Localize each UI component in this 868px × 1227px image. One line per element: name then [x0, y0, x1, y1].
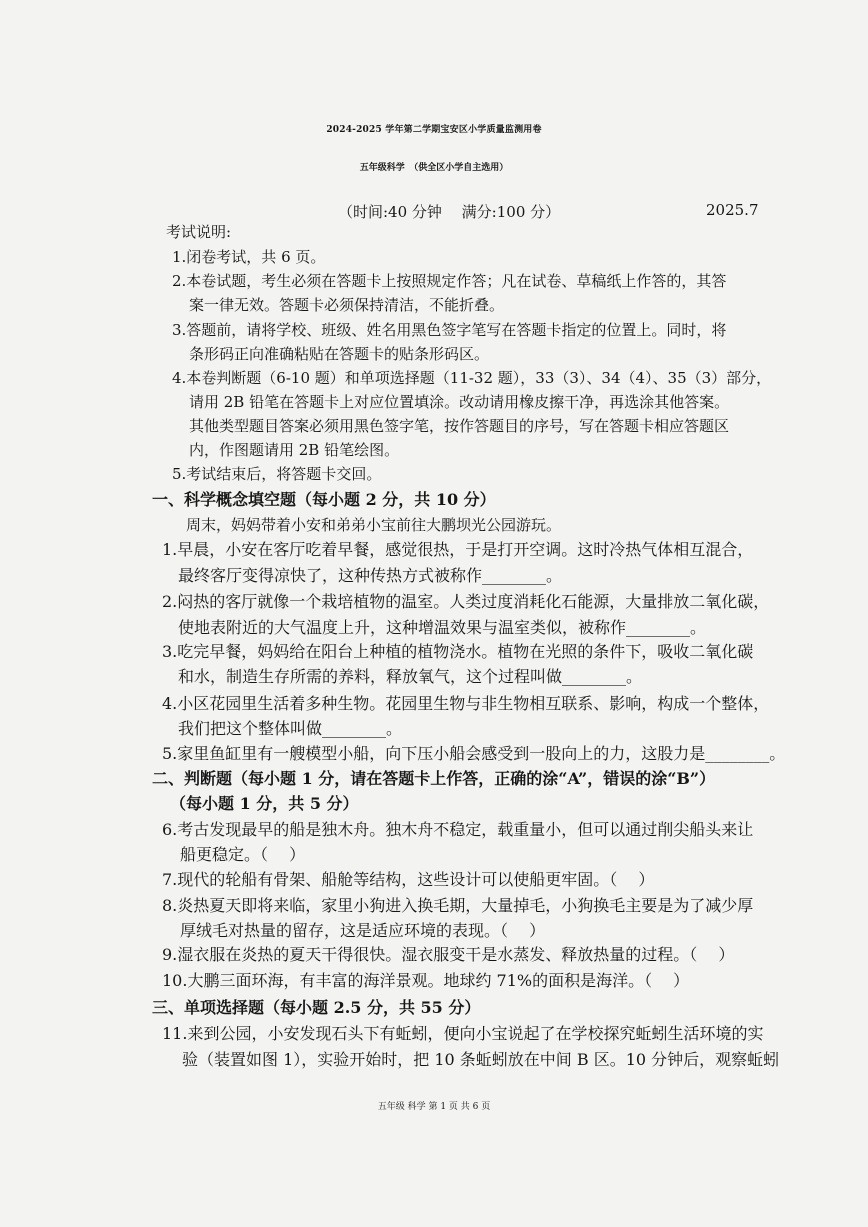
page-footer: 五年级 科学 第 1 页 共 6 页 — [377, 1102, 491, 1112]
question-line: 7.现代的轮船有骨架、船舱等结构，这些设计可以使船更牢固。（ ） — [162, 870, 655, 889]
instruction-line: 2.本卷试题，考生必须在答题卡上按照规定作答；凡在试卷、草稿纸上作答的，其答 — [172, 272, 727, 290]
question-line: 船更稳定。（ ） — [180, 845, 306, 864]
question-line: 最终客厅变得凉快了，这种传热方式被称作________。 — [178, 566, 563, 585]
question-line: 6.考古发现最早的船是独木舟。独木舟不稳定，载重量小，但可以通过削尖船头来让 — [162, 820, 754, 839]
instruction-line: 其他类型题目答案必须用黑色签字笔，按作答题目的序号，写在答题卡相应答题区 — [189, 417, 730, 435]
instruction-line: 内，作图题请用 2B 铅笔绘图。 — [189, 441, 400, 459]
instructions-heading: 考试说明: — [166, 223, 232, 241]
question-line: 5.家里鱼缸里有一艘模型小船，向下压小船会感受到一股向上的力，这股力是________。 — [162, 744, 786, 763]
question-line: 我们把这个整体叫做________。 — [178, 719, 403, 738]
instruction-line: 请用 2B 铅笔在答题卡上对应位置填涂。改动请用橡皮擦干净，再选涂其他答案。 — [189, 393, 730, 411]
question-line: 1.早晨，小安在客厅吃着早餐，感觉很热，于是打开空调。这时冷热气体相互混合， — [162, 540, 754, 559]
question-line: 4.小区花园里生活着多种生物。花园里生物与非生物相互联系、影响，构成一个整体， — [162, 694, 770, 713]
instruction-line: 案一律无效。答题卡必须保持清洁，不能折叠。 — [189, 296, 505, 314]
question-line: 厚绒毛对热量的留存，这是适应环境的表现。（ ） — [180, 921, 546, 940]
question-line: 和水，制造生存所需的养料，释放氧气，这个过程叫做________。 — [178, 667, 643, 686]
exam-title-line2: 五年级科学 （供全区小学自主选用） — [359, 163, 509, 173]
question-line: 8.炎热夏天即将来临，家里小狗进入换毛期，大量掉毛，小狗换毛主要是为了减少厚 — [162, 896, 754, 915]
instruction-line: 条形码正向准确粘贴在答题卡的贴条形码区。 — [189, 345, 490, 363]
instruction-line: 1.闭卷考试，共 6 页。 — [172, 248, 326, 266]
instruction-line: 4.本卷判断题（6-10 题）和单项选择题（11-32 题），33（3）、34（4）、35（3）部分， — [172, 369, 772, 387]
section2-subheading: （每小题 1 分，共 5 分） — [170, 794, 359, 813]
exam-title-line1: 2024-2025 学年第二学期宝安区小学质量监测用卷 — [326, 125, 542, 135]
section1-intro: 周末，妈妈带着小安和弟弟小宝前往大鹏坝光公园游玩。 — [186, 516, 562, 534]
time-score-info: （时间:40 分钟 满分:100 分） — [338, 203, 561, 221]
question-line: 9.湿衣服在炎热的夏天干得很快。湿衣服变干是水蒸发、释放热量的过程。（ ） — [162, 945, 735, 964]
question-line: 11.来到公园，小安发现石头下有蚯蚓，便向小宝说起了在学校探究蚯蚓生活环境的实 — [162, 1024, 764, 1043]
section3-heading: 三、单项选择题（每小题 2.5 分，共 55 分） — [152, 998, 481, 1017]
question-line: 验（装置如图 1），实验开始时，把 10 条蚯蚓放在中间 B 区。10 分钟后，观察蚯蚓 — [182, 1050, 780, 1069]
instruction-line: 5.考试结束后，将答题卡交回。 — [172, 465, 382, 483]
question-line: 3.吃完早餐，妈妈给在阳台上种植的植物浇水。植物在光照的条件下，吸收二氧化碳 — [162, 642, 754, 661]
exam-date: 2025.7 — [706, 201, 759, 219]
section1-heading: 一、科学概念填空题（每小题 2 分，共 10 分） — [152, 490, 496, 509]
question-line: 2.闷热的客厅就像一个栽培植物的温室。人类过度消耗化石能源，大量排放二氧化碳， — [162, 592, 770, 611]
section2-heading: 二、判断题（每小题 1 分，请在答题卡上作答，正确的涂“A”，错误的涂“B”） — [152, 769, 716, 788]
instruction-line: 3.答题前，请将学校、班级、姓名用黑色签字笔写在答题卡指定的位置上。同时，将 — [172, 321, 727, 339]
question-line: 使地表附近的大气温度上升，这种增温效果与温室类似，被称作________。 — [178, 618, 707, 637]
question-line: 10.大鹏三面环海，有丰富的海洋景观。地球约 71%的面积是海洋。（ ） — [162, 971, 690, 990]
